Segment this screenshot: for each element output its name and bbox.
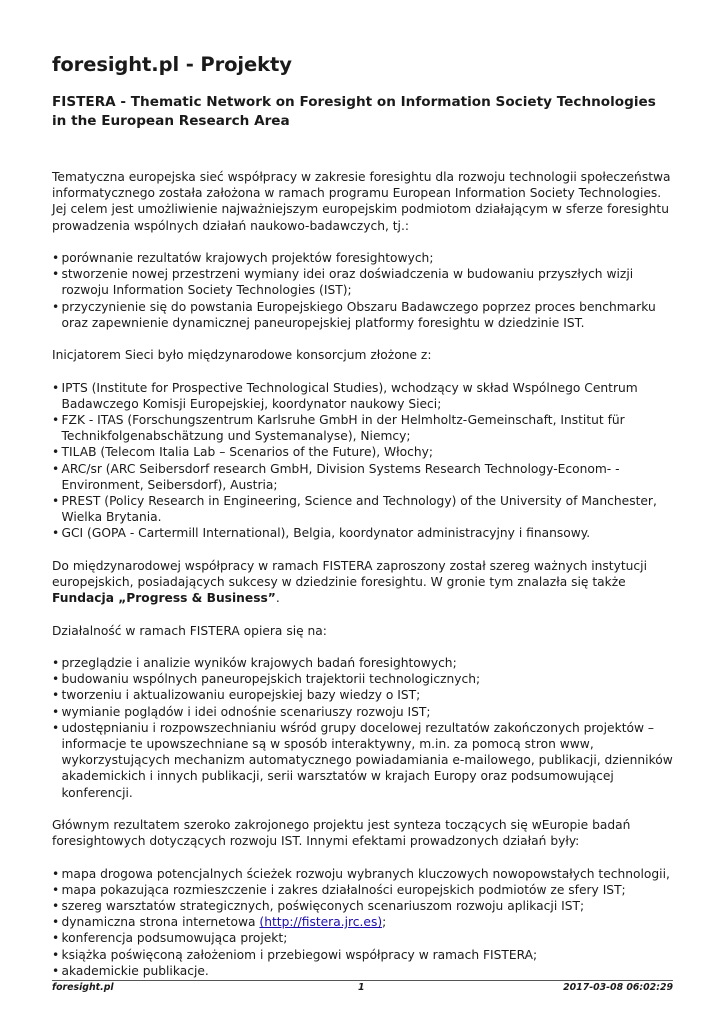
results-item-suffix: ; (382, 915, 387, 930)
initiator-paragraph: Inicjatorem Sieci było międzynarodowe konsorcjum złożone z: (52, 348, 432, 363)
results-list (52, 866, 677, 979)
footer-timestamp: 2017-03-08 06:02:29 (563, 982, 673, 993)
list-item: • konferencja podsumowująca projekt; (52, 930, 677, 946)
list-item: • książka poświęconą założeniom i przebiegowi współpracy w ramach FISTERA; (52, 947, 677, 963)
list-item: • udostępnianiu i rozpowszechnianiu wśród grupy docelowej rezultatów zakończonych projektów – informacje te upowszechniane są w sposób interaktywny, m.in. za pomocą stron www, wykorzystujących mechanizm automatycznego powiadamiania e-mailowego, publikacji, dzienników akademickich i innych publikacji, serii warsztatów w krajach Europy oraz podsumowującej konferencji. (52, 720, 677, 801)
list-item: • PREST (Policy Research in Engineering, Science and Technology) of the University of Manchester, Wielka Brytania. (52, 493, 677, 525)
project-title: FISTERA - Thematic Network on Foresight on Information Society Technologies in the European Research Area (52, 94, 656, 129)
list-item: • mapa pokazująca rozmieszczenie i zakres działalności europejskich podmiotów ze sfery IST; (52, 882, 677, 898)
list-item: • GCI (GOPA - Cartermill International), Belgia, koordynator administracyjny i finansowy. (52, 525, 677, 541)
activities-list (52, 655, 677, 801)
fistera-website-link[interactable]: (http://fistera.jrc.es) (259, 915, 383, 930)
footer-site-name: foresight.pl (52, 982, 114, 993)
consortium-list (52, 380, 677, 542)
list-item: • budowaniu wspólnych paneuropejskich trajektorii technologicznych; (52, 671, 677, 687)
footer-page-number: 1 (358, 982, 365, 993)
footer-divider (52, 980, 673, 981)
list-item: • przeglądzie i analizie wyników krajowych badań foresightowych; (52, 655, 677, 671)
list-item: • TILAB (Telecom Italia Lab – Scenarios of the Future), Włochy; (52, 444, 677, 460)
list-item: • tworzeniu i aktualizowaniu europejskiej bazy wiedzy o IST; (52, 687, 677, 703)
list-item: • IPTS (Institute for Prospective Technological Studies), wchodzący w skład Wspólnego Centrum Badawczego Komisji Europejskiej, koordynator naukowy Sieci; (52, 380, 677, 412)
list-item: • przyczynienie się do powstania Europejskiego Obszaru Badawczego poprzez proces benchmarku oraz zapewnienie dynamicznej paneuropejskiej platformy foresightu w dziedzinie IST. (52, 299, 677, 331)
invited-text: Do międzynarodowej współpracy w ramach FISTERA zaproszony został szereg ważnych instytucji europejskich, posiadających sukcesy w dziedzinie foresightu. W gronie tym znalazła się także (52, 558, 647, 590)
list-item: • ARC/sr (ARC Seibersdorf research GmbH, Division Systems Research Technology-Econom- -Environment, Seibersdorf), Austria; (52, 461, 677, 493)
list-item: • mapa drogowa potencjalnych ścieżek rozwoju wybranych kluczowych nowopowstałych technologii, (52, 866, 677, 882)
intro-paragraph: Tematyczna europejska sieć współpracy w zakresie foresightu dla rozwoju technologii społeczeństwa informatycznego została założona w ramach programu European Information Society Technologies. Jej celem jest umożliwienie najważniejszym europejskim podmiotom działającym w sferze foresightu prowadzenia wspólnych działań naukowo-badawczych, tj.: (52, 170, 671, 233)
activity-paragraph: Działalność w ramach FISTERA opiera się na: (52, 623, 327, 638)
results-paragraph: Głównym rezultatem szeroko zakrojonego projektu jest synteza toczących się wEuropie badań foresightowych dotyczących rozwoju IST. Innymi efektami prowadzonych działań były: (52, 818, 631, 849)
list-item: • stworzenie nowej przestrzeni wymiany idei oraz doświadczenia w budowaniu przyszłych wizji rozwoju Information Society Technologies (IST); (52, 266, 677, 298)
invited-end: . (275, 591, 280, 606)
document-body (52, 169, 677, 995)
list-item (52, 914, 677, 930)
list-item: • FZK - ITAS (Forschungszentrum Karlsruhe GmbH in der Helmholtz-Gemeinschaft, Institut für Technikfolgenabschätzung und Systemanalyse), Niemcy; (52, 412, 677, 444)
list-item: • porównanie rezultatów krajowych projektów foresightowych; (52, 250, 677, 266)
invited-paragraph (52, 558, 677, 607)
goals-list (52, 250, 677, 331)
page-title: foresight.pl - Projekty (52, 53, 292, 76)
list-item: • akademickie publikacje. (52, 963, 677, 979)
list-item: • wymianie poglądów i idei odnośnie scenariuszy rozwoju IST; (52, 704, 677, 720)
list-item: • szereg warsztatów strategicznych, poświęconych scenariuszom rozwoju aplikacji IST; (52, 898, 677, 914)
results-item-text: dynamiczna strona internetowa (61, 915, 260, 930)
foundation-name: Fundacja „Progress & Business” (52, 591, 276, 606)
